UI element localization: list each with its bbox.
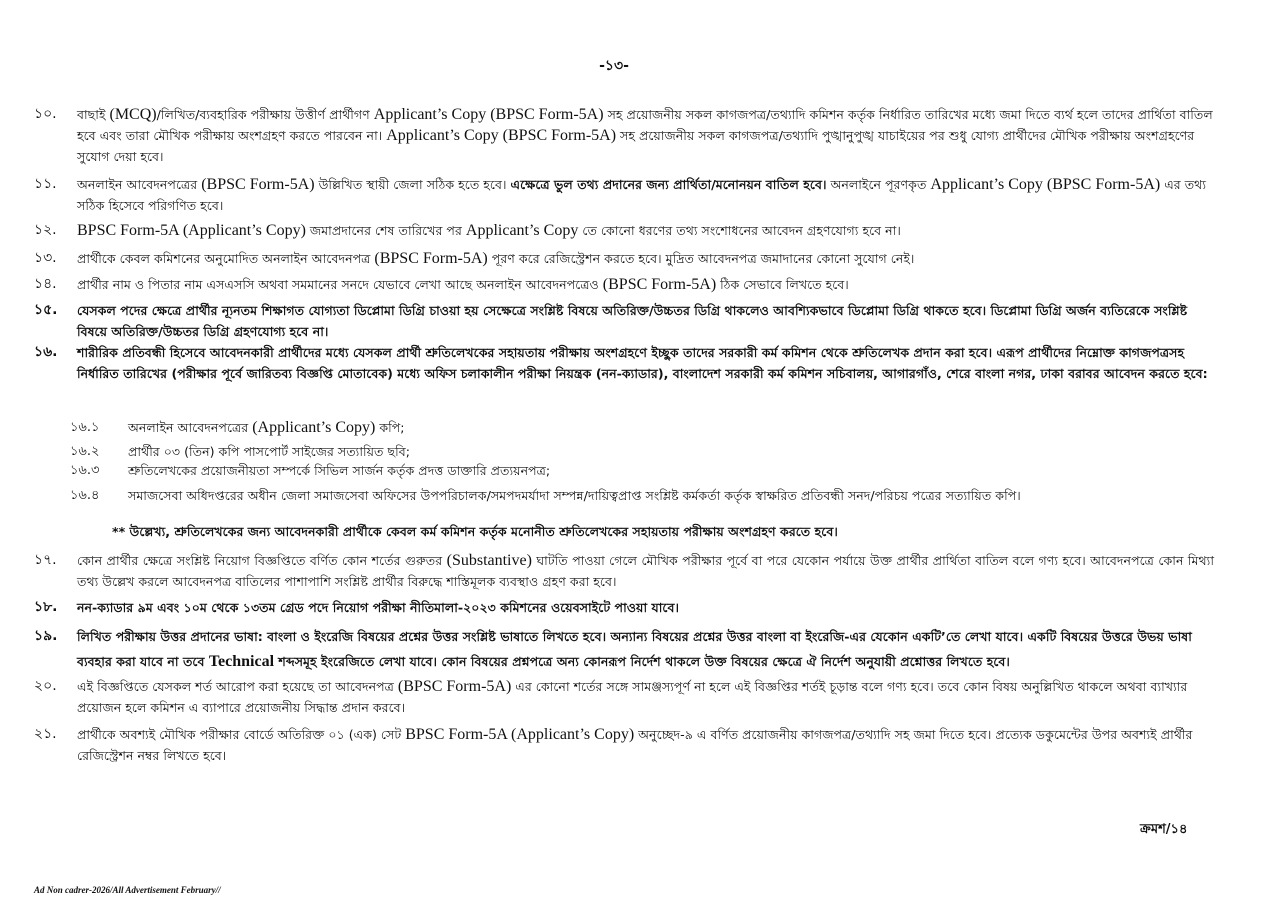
text-run: শ্রুতিলেখকের প্রয়োজনীয়তা সম্পর্কে সিভিল সার্জন কর্তৃক প্রদত্ত ডাক্তারি প্রত্যয়নপত্র;	[128, 463, 551, 478]
item-10	[34, 104, 1214, 167]
item-text	[77, 220, 1214, 241]
text-run: বাছাই	[77, 107, 110, 122]
text-run: অনলাইন আবেদনপত্রের	[128, 420, 253, 435]
item-number: ১৩.	[34, 250, 57, 266]
english-text: (Applicant’s Copy)	[252, 419, 376, 436]
sub-item-number: ১৬.১	[70, 420, 100, 435]
text-run: ঘাটতি পাওয়া গেলে মৌখিক পরীক্ষার পূর্বে বা পরে যেকোন পর্যায়ে উক্ত প্রার্থীর প্রার্থিতা বাতিল বলে গণ্য হবে। আবেদনপত্রে কোন মিথ্যা তথ্য উল্লেখ করলে আবেদনপত্র বাতিলের পাশাপাশি সংশ্লিষ্ট প্রার্থীর বিরুদ্ধে শাস্তিমূলক ব্যবস্থাও গ্রহণ করা হবে।	[77, 553, 1214, 589]
english-text: (Substantive)	[446, 552, 532, 569]
item-text	[77, 174, 1214, 216]
text-run: কপি;	[375, 420, 405, 435]
text-run: /লিখিত/ব্যবহারিক পরীক্ষায় উত্তীর্ণ প্রার্থীগণ	[156, 107, 374, 122]
text-run: তে কোনো ধরণের তথ্য সংশোধনের আবেদন গ্রহণযোগ্য হবে না।	[578, 223, 901, 238]
item-number: ১৪.	[34, 276, 57, 292]
sub-item-number: ১৬.৪	[70, 488, 100, 503]
sub-item-text	[128, 486, 1220, 506]
text-run: জমাপ্রদানের শেষ তারিখের পর	[305, 223, 466, 238]
english-text: BPSC Form-5A (Applicant’s Copy)	[405, 726, 635, 743]
english-text: BPSC Form-5A (Applicant’s Copy)	[77, 222, 306, 239]
english-text: Applicant’s Copy	[465, 222, 579, 239]
text-run: প্রার্থীকে অবশ্যই মৌখিক পরীক্ষার বোর্ডে অতিরিক্ত ০১ (এক) সেট	[77, 727, 406, 742]
english-text: (BPSC Form-5A)	[602, 276, 717, 293]
item-text	[77, 342, 1214, 384]
english-text: (MCQ)	[109, 106, 157, 123]
text-run: প্রার্থীর নাম ও পিতার নাম এসএসসি অথবা সমমানের সনদে যেভাবে লেখা আছে অনলাইন আবেদনপত্রেও	[77, 277, 603, 292]
item-12	[34, 220, 1214, 241]
item-text	[77, 624, 1214, 674]
item-number: ১১.	[34, 176, 57, 192]
text-run: এর কোনো শর্তের সঙ্গে সামঞ্জস্যপূর্ণ না হলে এই বিজ্ঞপ্তির শর্তই চূড়ান্ত বলে গণ্য হবে। তবে কোন বিষয় অনুল্লিখিত থাকলে অথবা ব্যাখ্যার প্রয়োজন হলে কমিশন এ ব্যাপারে প্রয়োজনীয় সিদ্ধান্ত প্রদান করবে।	[77, 679, 1188, 715]
english-text: Applicant’s Copy (BPSC Form-5A)	[930, 176, 1161, 193]
sub-item-16-4	[70, 486, 1220, 506]
item-16	[34, 342, 1214, 384]
item-21	[34, 724, 1214, 766]
item-14	[34, 274, 1214, 295]
sub-item-number: ১৬.৩	[70, 463, 100, 478]
text-run: প্রার্থীকে কেবল কমিশনের অনুমোদিত অনলাইন আবেদনপত্র	[77, 251, 375, 266]
text-run: এর তথ্য সঠিক হিসেবে পরিগণিত হবে।	[77, 177, 1206, 213]
item-15	[34, 300, 1214, 342]
text-run: উল্লিখিত স্থায়ী জেলা সঠিক হতে হবে।	[314, 177, 511, 192]
english-text: (BPSC Form-5A)	[397, 678, 512, 695]
item-number: ২০.	[34, 678, 57, 694]
item-text	[77, 724, 1214, 766]
english-text: Applicant’s Copy (BPSC Form-5A)	[373, 106, 604, 123]
item-text	[77, 274, 1214, 295]
item-text	[77, 550, 1214, 592]
sub-item-16-3	[70, 461, 1220, 481]
scribe-note: ** উল্লেখ্য, শ্রুতিলেখকের জন্য আবেদনকারী প্রার্থীকে কেবল কর্ম কমিশন কর্তৃক মনোনীত শ্রুতিলেখকের সহায়তায় পরীক্ষায় অংশগ্রহণ করতে হবে।	[112, 524, 838, 539]
text-run: শারীরিক প্রতিবন্ধী হিসেবে আবেদনকারী প্রার্থীদের মধ্যে যেসকল প্রার্থী শ্রুতিলেখকের সহায়তায় পরীক্ষায় অংশগ্রহণে ইচ্ছুক তাদের সরকারী কর্ম কমিশন থেকে শ্রুতিলেখক প্রদান করা হবে। এরূপ প্রার্থীদের নিম্নোক্ত কাগজপত্রসহ নির্ধারিত তারিখের (পরীক্ষার পূর্বে জারিতব্য বিজ্ঞপ্তি মোতাবেক) মধ্যে অফিস চলাকালীন পরীক্ষা নিয়ন্ত্রক (নন-ক্যাডার), বাংলাদেশ সরকারী কর্ম কমিশন সচিবালয়, আগারগাঁও, শেরে বাংলা নগর, ঢাকা বরাবর আবেদন করতে হবে:	[77, 345, 1208, 381]
text-run: এক্ষেত্রে ভুল তথ্য প্রদানের জন্য প্রার্থিতা/মনোনয়ন বাতিল হবে।	[510, 177, 827, 192]
english-text: Technical	[208, 653, 275, 670]
item-13	[34, 248, 1214, 269]
text-run: এই বিজ্ঞপ্তিতে যেসকল শর্ত আরোপ করা হয়েছে তা আবেদনপত্র	[77, 679, 398, 694]
sub-item-text	[128, 461, 1220, 481]
item-number: ১০.	[34, 106, 57, 122]
continued-label: ক্রমশ/১৪	[1140, 822, 1188, 837]
item-number: ১৫.	[34, 302, 58, 318]
text-run: অনুচ্ছেদ-৯ এ বর্ণিত প্রয়োজনীয় কাগজপত্র/তথ্যাদি সহ জমা দিতে হবে। প্রত্যেক ডকুমেন্টের উপর অবশ্যই প্রার্থীর রেজিস্ট্রেশন নম্বর লিখতে হবে।	[77, 727, 1193, 763]
sub-item-number: ১৬.২	[70, 444, 100, 459]
item-17	[34, 550, 1214, 592]
item-number: ২১.	[34, 726, 57, 742]
text-run: কোন প্রার্থীর ক্ষেত্রে সংশ্লিষ্ট নিয়োগ বিজ্ঞপ্তিতে বর্ণিত কোন শর্তের গুরুতর	[77, 553, 447, 568]
text-run: অনলাইন আবেদনপত্রের	[77, 177, 202, 192]
text-run: যেসকল পদের ক্ষেত্রে প্রার্থীর ন্যূনতম শিক্ষাগত যোগ্যতা ডিপ্লোমা ডিগ্রি চাওয়া হয় সেক্ষেত্রে সংশ্লিষ্ট বিষয়ে অতিরিক্ত/উচ্চতর ডিগ্রি থাকলেও আবশ্যিকভাবে ডিপ্লোমা ডিগ্রি থাকতে হবে। ডিপ্লোমা ডিগ্রি অর্জন ব্যতিরেকে সংশ্লিষ্ট বিষয়ে অতিরিক্ত/উচ্চতর ডিগ্রি গ্রহণযোগ্য হবে না।	[77, 303, 1188, 339]
item-number: ১৭.	[34, 552, 57, 568]
text-run: সহ প্রয়োজনীয় সকল কাগজপত্র/তথ্যাদি কমিশন কর্তৃক নির্ধারিত তারিখের মধ্যে জমা দিতে ব্যর্থ হলে তাদের প্রার্থিতা বাতিল হবে এবং তারা মৌখিক পরীক্ষায় অংশগ্রহণ করতে পারবেন না।	[77, 107, 1213, 143]
item-number: ১৯.	[34, 628, 58, 644]
english-text: Applicant’s Copy (BPSC Form-5A)	[386, 127, 617, 144]
english-text: (BPSC Form-5A)	[201, 176, 315, 193]
item-text	[77, 597, 1214, 618]
item-11	[34, 174, 1214, 216]
english-text: (BPSC Form-5A)	[374, 250, 488, 267]
item-number: ১৮.	[34, 599, 58, 615]
text-run: নন-ক্যাডার ৯ম এবং ১০ম থেকে ১৩তম গ্রেড পদে নিয়োগ পরীক্ষা নীতিমালা-২০২৩ কমিশনের ওয়েবসাইটে পাওয়া যাবে।	[77, 600, 679, 615]
item-number: ১৬.	[34, 344, 58, 360]
text-run: লিখিত পরীক্ষায় উত্তর প্রদানের ভাষা: বাংলা ও ইংরেজি বিষয়ের প্রশ্নের উত্তর সংশ্লিষ্ট ভাষাতে লিখতে হবে। অন্যান্য বিষয়ের প্রশ্নের উত্তর বাংলা বা ইংরেজি-এর যেকোন একটি’তে লেখা যাবে। একটি বিষয়ের উত্তরে উভয় ভাষা ব্যবহার করা যাবে না তবে	[77, 629, 1192, 669]
text-run: অনলাইনে পূরণকৃত	[826, 177, 931, 192]
item-18	[34, 597, 1214, 618]
item-number: ১২.	[34, 222, 57, 238]
item-text	[77, 676, 1214, 718]
item-text	[77, 248, 1214, 269]
item-text	[77, 104, 1214, 167]
sub-item-16-1	[70, 418, 1220, 438]
sub-item-text	[128, 418, 1220, 438]
text-run: ঠিক সেভাবে লিখতে হবে।	[716, 277, 849, 292]
item-text	[77, 300, 1214, 342]
text-run: সহ প্রয়োজনীয় সকল কাগজপত্র/তথ্যাদি পুঙ্খানুপুঙ্খ যাচাইয়ের পর শুধু যোগ্য প্রার্থীদের মৌখিক পরীক্ষায় অংশগ্রহণের সুযোগ দেয়া হবে।	[77, 128, 1195, 164]
text-run: সমাজসেবা অধিদপ্তরের অধীন জেলা সমাজসেবা অফিসের উপপরিচালক/সমপদমর্যাদা সম্পন্ন/দায়িত্বপ্রাপ্ত সংশ্লিষ্ট কর্মকর্তা কর্তৃক স্বাক্ষরিত প্রতিবন্ধী সনদ/পরিচয় পত্রের সত্যায়িত কপি।	[128, 488, 1021, 503]
text-run: শব্দসমূহ ইংরেজিতে লেখা যাবে। কোন বিষয়ের প্রশ্নপত্রে অন্য কোনরূপ নির্দেশ থাকলে উক্ত বিষয়ের ক্ষেত্রে ঐ নির্দেশ অনুযায়ী প্রশ্নোত্তর লিখতে হবে।	[274, 654, 1010, 669]
text-run: প্রার্থীর ০৩ (তিন) কপি পাসপোর্ট সাইজের সত্যায়িত ছবি;	[128, 444, 410, 459]
sub-item-text	[128, 442, 1220, 462]
text-run: পূরণ করে রেজিস্ট্রেশন করতে হবে। মুদ্রিত আবেদনপত্র জমাদানের কোনো সুযোগ নেই।	[487, 251, 915, 266]
item-19	[34, 624, 1214, 674]
footer-code: Ad Non cadrer-2026/All Advertisement February//	[34, 885, 221, 895]
item-20	[34, 676, 1214, 718]
page-number: -১৩-	[599, 58, 629, 74]
sub-item-16-2	[70, 442, 1220, 462]
